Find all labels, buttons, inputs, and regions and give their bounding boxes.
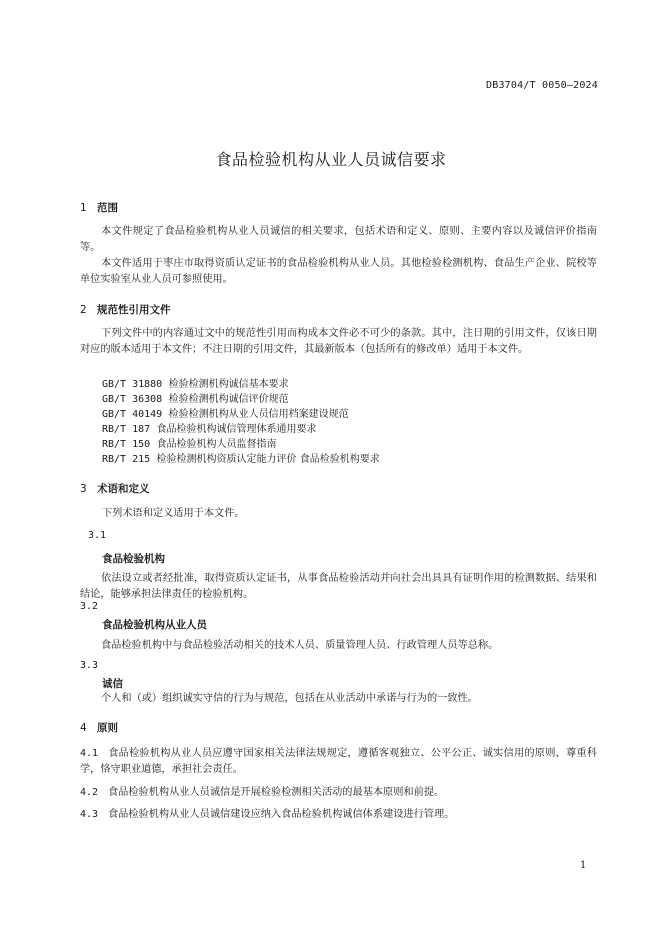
principle-clause xyxy=(80,785,597,801)
term-name: 诚信 xyxy=(102,678,123,690)
principle-clause xyxy=(80,746,597,778)
document-title: 食品检验机构从业人员诚信要求 xyxy=(215,150,447,169)
clause-text: 食品检验机构从业人员应遵守国家相关法律法规规定，遵循客观独立、公平公正、诚实信用的原则，尊重科学，恪守职业道德，承担社会责任。 xyxy=(80,748,597,775)
reference-title: 检验检测机构诚信基本要求 xyxy=(168,379,289,390)
term-number: 3.1 xyxy=(88,530,107,541)
reference-row xyxy=(102,390,289,405)
reference-row xyxy=(102,375,289,390)
section-number: 2 xyxy=(80,304,87,316)
clause-number: 4.2 xyxy=(80,787,99,798)
term-definition: 依法设立或者经批准，取得资质认定证书，从事食品检验活动并向社会出具具有证明作用的检测数据、结果和结论，能够承担法律责任的检验机构。 xyxy=(80,573,597,600)
reference-code: RB/T 150 xyxy=(102,439,151,450)
reference-title: 食品检验机构人员监督指南 xyxy=(156,439,277,450)
reference-row xyxy=(102,435,277,450)
term-name: 食品检验机构从业人员 xyxy=(102,619,207,631)
section-number: 1 xyxy=(80,202,87,214)
reference-title: 检验检测机构资质认定能力评价 食品检验机构要求 xyxy=(156,454,380,465)
term-definition: 食品检验机构中与食品检验活动相关的技术人员、质量管理人员、行政管理人员等总称。 xyxy=(101,640,499,651)
term-number: 3.2 xyxy=(80,601,99,612)
section-3-heading xyxy=(80,481,150,496)
section-title: 规范性引用文件 xyxy=(97,304,171,316)
page-number: 1 xyxy=(580,860,587,871)
principle-clause xyxy=(80,807,597,823)
section-3-intro: 下列术语和定义适用于本文件。 xyxy=(102,508,245,519)
clause-text: 食品检验机构从业人员诚信是开展检验检测相关活动的最基本原则和前提。 xyxy=(108,787,445,798)
section-4-heading xyxy=(80,720,118,735)
reference-title: 检验检测机构诚信评价规范 xyxy=(168,394,289,405)
section-title: 原则 xyxy=(97,722,118,734)
section-1-heading xyxy=(80,200,118,215)
section-title: 范围 xyxy=(97,202,118,214)
reference-row xyxy=(102,420,317,435)
document-code: DB3704/T 0050—2024 xyxy=(486,80,598,91)
section-number: 4 xyxy=(80,722,87,734)
term-number: 3.3 xyxy=(80,660,99,671)
section-1-paragraph-1: 本文件规定了食品检验机构从业人员诚信的相关要求，包括术语和定义、原则、主要内容以及诚信评价指南等。 xyxy=(80,226,597,253)
reference-code: GB/T 40149 xyxy=(102,409,163,420)
reference-code: GB/T 31880 xyxy=(102,379,163,390)
term-name: 食品检验机构 xyxy=(102,553,165,565)
reference-code: RB/T 215 xyxy=(102,454,151,465)
reference-row xyxy=(102,450,380,465)
clause-number: 4.1 xyxy=(80,748,99,759)
section-2-heading xyxy=(80,302,171,317)
reference-row xyxy=(102,405,349,420)
term-definition: 个人和（或）组织诚实守信的行为与规范，包括在从业活动中承诺与行为的一致性。 xyxy=(101,693,478,704)
section-1-paragraph-2: 本文件适用于枣庄市取得资质认定证书的食品检验机构从业人员。其他检验检测机构、食品生产企业、院校等单位实验室从业人员可参照使用。 xyxy=(80,258,597,285)
reference-title: 食品检验机构诚信管理体系通用要求 xyxy=(156,424,317,435)
clause-text: 食品检验机构从业人员诚信建设应纳入食品检验机构诚信体系建设进行管理。 xyxy=(108,809,455,820)
section-number: 3 xyxy=(80,483,87,495)
reference-title: 检验检测机构从业人员信用档案建设规范 xyxy=(168,409,349,420)
reference-code: RB/T 187 xyxy=(102,424,151,435)
reference-code: GB/T 36308 xyxy=(102,394,163,405)
section-2-intro: 下列文件中的内容通过文中的规范性引用而构成本文件必不可少的条款。其中，注日期的引用文件，仅该日期对应的版本适用于本文件；不注日期的引用文件，其最新版本（包括所有的修改单）适用于本文件。 xyxy=(80,328,597,355)
section-title: 术语和定义 xyxy=(97,483,150,495)
clause-number: 4.3 xyxy=(80,809,99,820)
